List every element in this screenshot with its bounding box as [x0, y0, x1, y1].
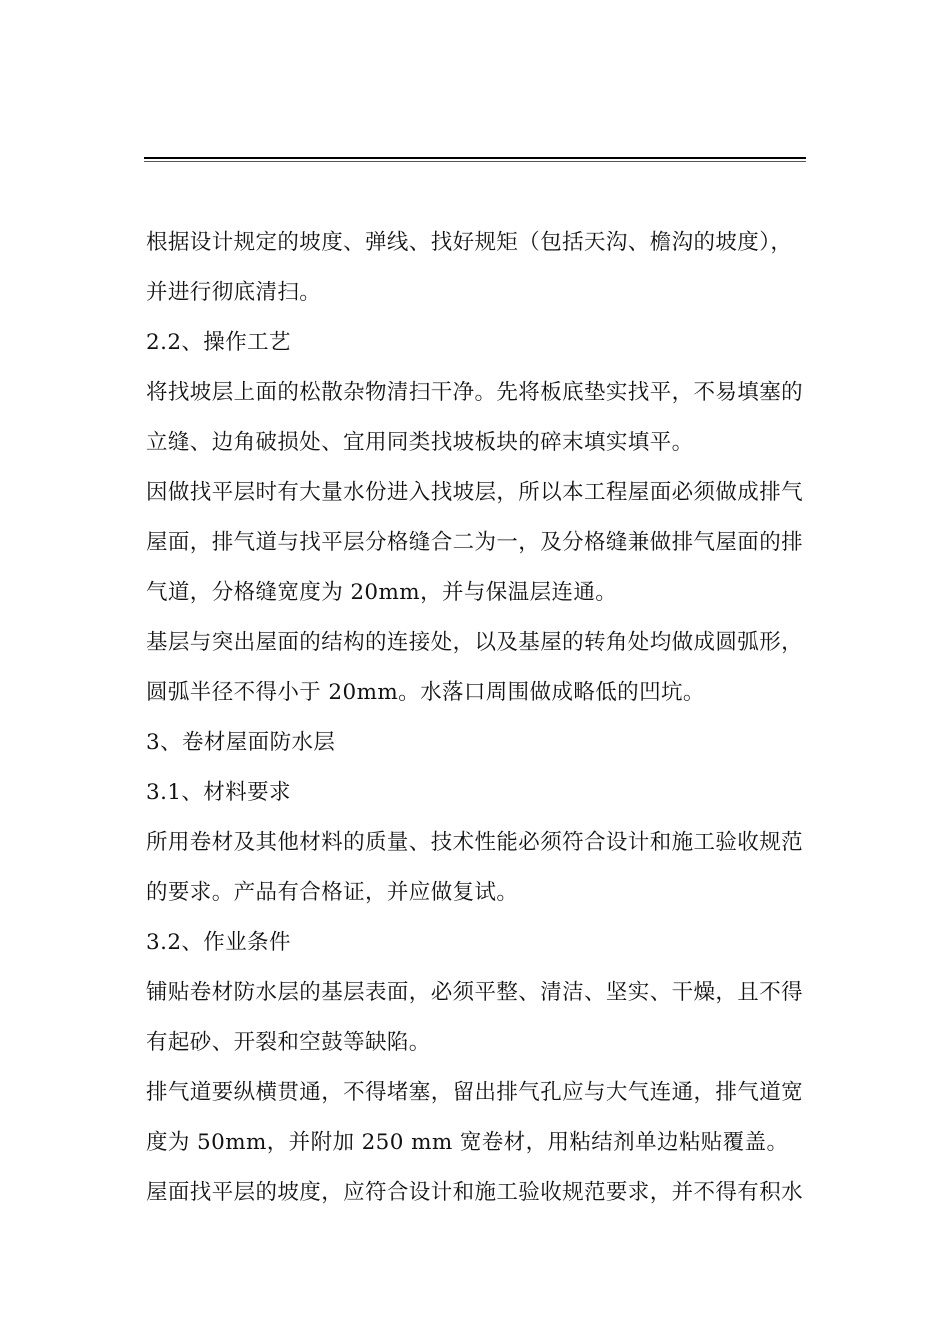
text-line: 基层与突出屋面的结构的连接处，以及基屋的转角处均做成圆弧形， [146, 630, 804, 655]
text-line: 所用卷材及其他材料的质量、技术性能必须符合设计和施工验收规范 [146, 830, 804, 855]
text-line: 圆弧半径不得小于 20mm。水落口周围做成略低的凹坑。 [146, 680, 705, 705]
text-line: 铺贴卷材防水层的基层表面，必须平整、清洁、坚实、干燥，且不得 [146, 980, 804, 1005]
section-heading: 3.1、材料要求 [146, 780, 291, 805]
text-line: 屋面找平层的坡度，应符合设计和施工验收规范要求，并不得有积水 [146, 1180, 804, 1205]
text-line: 有起砂、开裂和空鼓等缺陷。 [146, 1030, 431, 1055]
header-rule-secondary [144, 161, 806, 162]
text-line: 排气道要纵横贯通，不得堵塞，留出排气孔应与大气连通，排气道宽 [146, 1080, 804, 1105]
text-line: 度为 50mm，并附加 250 mm 宽卷材，用粘结剂单边粘贴覆盖。 [146, 1130, 789, 1155]
text-line: 因做找平层时有大量水份进入找坡层，所以本工程屋面必须做成排气 [146, 480, 804, 505]
text-line: 根据设计规定的坡度、弹线、找好规矩（包括天沟、檐沟的坡度）， [146, 230, 793, 255]
text-line: 的要求。产品有合格证，并应做复试。 [146, 880, 519, 905]
text-line: 立缝、边角破损处、宜用同类找坡板块的碎末填实填平。 [146, 430, 694, 455]
text-line: 气道，分格缝宽度为 20mm，并与保温层连通。 [146, 580, 618, 605]
header-rule [144, 157, 806, 159]
section-heading: 3、卷材屋面防水层 [146, 730, 336, 755]
section-heading: 3.2、作业条件 [146, 930, 291, 955]
text-line: 并进行彻底清扫。 [146, 280, 322, 305]
section-heading: 2.2、操作工艺 [146, 330, 291, 355]
text-line: 屋面，排气道与找平层分格缝合二为一，及分格缝兼做排气屋面的排 [146, 530, 804, 555]
text-line: 将找坡层上面的松散杂物清扫干净。先将板底垫实找平，不易填塞的 [146, 380, 804, 405]
